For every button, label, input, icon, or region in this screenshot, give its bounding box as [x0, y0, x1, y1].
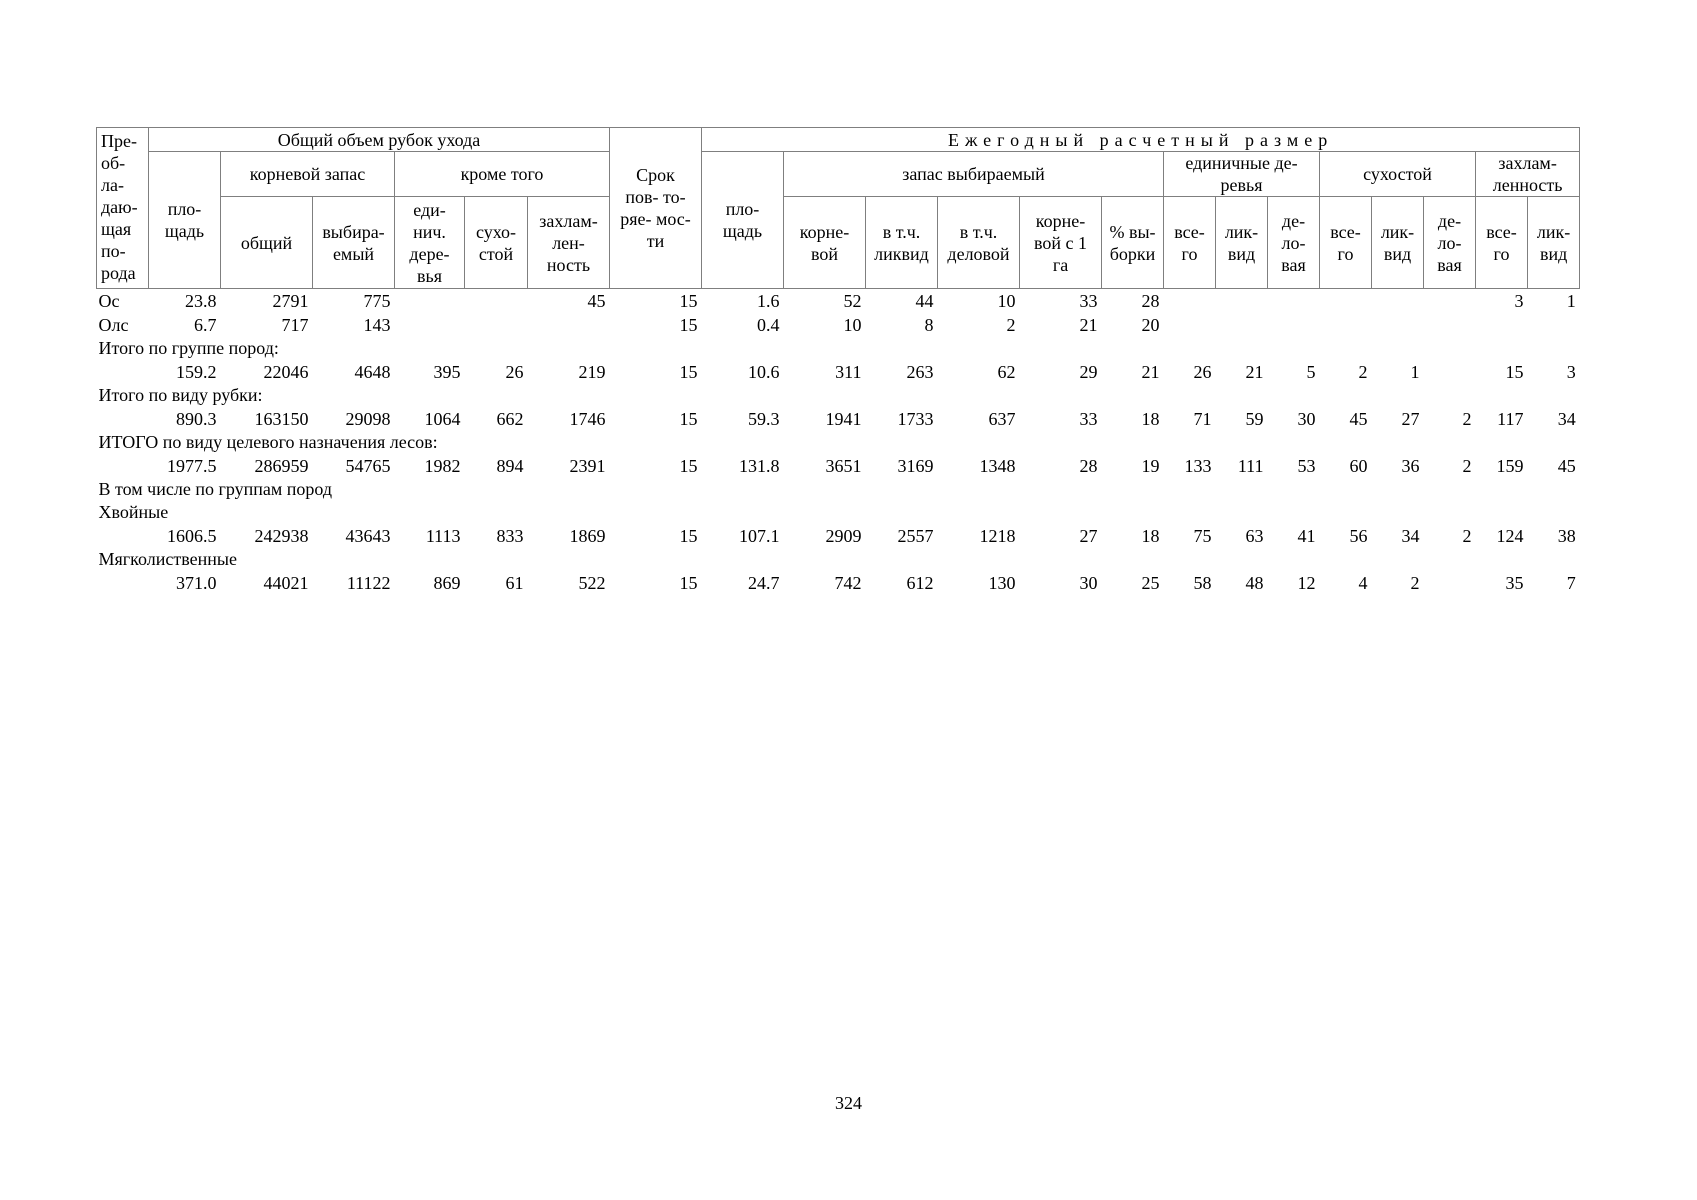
value-cell: 56: [1349, 525, 1368, 546]
value-cell: [395, 313, 465, 337]
header-obshiy: общий: [221, 197, 313, 289]
header-suh-likvid: лик- вид: [1372, 197, 1424, 289]
value-cell: [1424, 313, 1476, 337]
table-row: [97, 289, 1580, 314]
header-ed-vsego: все- го: [1164, 197, 1216, 289]
group-label-row: [97, 478, 1580, 501]
group-label-row: [97, 384, 1580, 407]
value-cell: 45: [587, 290, 606, 311]
value-cell: [1424, 289, 1476, 314]
value-cell: 3: [1514, 290, 1524, 311]
value-cell: 23.8: [185, 290, 217, 311]
group-label: Хвойные: [98, 502, 169, 522]
value-cell: 1348: [979, 455, 1016, 476]
value-cell: [1216, 313, 1268, 337]
value-cell: 60: [1349, 455, 1368, 476]
value-cell: 890.3: [176, 408, 217, 429]
value-cell: 44: [915, 290, 934, 311]
value-cell: [1372, 313, 1424, 337]
species-cell: Ос: [98, 290, 120, 311]
value-cell: 15: [679, 572, 698, 593]
species-cell: [97, 454, 149, 478]
value-cell: 775: [363, 290, 391, 311]
value-cell: 2: [1462, 525, 1472, 546]
value-cell: 1733: [897, 408, 934, 429]
value-cell: 662: [496, 408, 524, 429]
value-cell: 637: [988, 408, 1016, 429]
species-cell: [97, 571, 149, 595]
value-cell: 371.0: [176, 572, 217, 593]
value-cell: 2791: [272, 290, 309, 311]
value-cell: 28: [1141, 290, 1160, 311]
value-cell: 1218: [979, 525, 1016, 546]
cutting-volume-table: [96, 127, 1580, 595]
value-cell: 8: [924, 314, 934, 335]
table-header: [97, 128, 1580, 289]
table-row: [97, 360, 1580, 384]
value-cell: 2: [1358, 361, 1368, 382]
header-ploshad: пло- щадь: [149, 152, 221, 289]
header-suhostoy: сухо- стой: [465, 197, 528, 289]
value-cell: 21: [1079, 314, 1098, 335]
value-cell: 242938: [254, 525, 309, 546]
value-cell: 18: [1141, 408, 1160, 429]
header-suh-vsego: все- го: [1320, 197, 1372, 289]
header-kornevoy: корне- вой: [784, 197, 866, 289]
value-cell: 522: [578, 572, 606, 593]
value-cell: 22046: [263, 361, 309, 382]
header-vybiraemy: выбира- емый: [313, 197, 395, 289]
group-label: В том числе по группам пород: [98, 479, 333, 499]
value-cell: 45: [1557, 455, 1576, 476]
value-cell: [1164, 313, 1216, 337]
value-cell: 1.6: [757, 290, 780, 311]
header-krome-togo: кроме того: [395, 152, 610, 197]
species-cell: [97, 524, 149, 548]
value-cell: 612: [906, 572, 934, 593]
table-row: [97, 407, 1580, 431]
value-cell: 894: [496, 455, 524, 476]
value-cell: 1746: [569, 408, 606, 429]
header-zah-vsego: все- го: [1476, 197, 1528, 289]
value-cell: 395: [433, 361, 461, 382]
value-cell: 59.3: [748, 408, 780, 429]
value-cell: 21: [1245, 361, 1264, 382]
header-preob: Пре- об- ла- даю- щая по- рода: [97, 128, 149, 289]
value-cell: 27: [1401, 408, 1420, 429]
value-cell: 26: [1193, 361, 1212, 382]
value-cell: [1320, 313, 1372, 337]
header-vtch-likvid: в т.ч. ликвид: [866, 197, 938, 289]
header-srok: Срок пов- то- ряе- мос- ти: [610, 128, 702, 289]
value-cell: 3169: [897, 455, 934, 476]
value-cell: 3: [1566, 361, 1576, 382]
header-ed-likvid: лик- вид: [1216, 197, 1268, 289]
value-cell: 25: [1141, 572, 1160, 593]
value-cell: 59: [1245, 408, 1264, 429]
group-label: Итого по виду рубки:: [98, 385, 263, 405]
value-cell: 4648: [354, 361, 391, 382]
value-cell: 30: [1079, 572, 1098, 593]
value-cell: 1: [1410, 361, 1420, 382]
value-cell: 10: [843, 314, 862, 335]
value-cell: [528, 313, 610, 337]
value-cell: 107.1: [739, 525, 780, 546]
value-cell: [1476, 313, 1528, 337]
value-cell: 1064: [424, 408, 461, 429]
value-cell: 53: [1297, 455, 1316, 476]
value-cell: 4: [1358, 572, 1368, 593]
value-cell: 2: [1006, 314, 1016, 335]
group-label-row: [97, 501, 1580, 524]
value-cell: 58: [1193, 572, 1212, 593]
value-cell: 1: [1566, 290, 1576, 311]
value-cell: [1320, 289, 1372, 314]
value-cell: 30: [1297, 408, 1316, 429]
group-label-row: [97, 548, 1580, 571]
species-cell: Олс: [98, 314, 129, 335]
group-label: Мягколиственные: [98, 549, 237, 569]
value-cell: 45: [1349, 408, 1368, 429]
value-cell: 26: [505, 361, 524, 382]
value-cell: 2: [1462, 408, 1472, 429]
header-zahlam: захлам- лен- ность: [528, 197, 610, 289]
value-cell: 15: [679, 290, 698, 311]
value-cell: 15: [679, 361, 698, 382]
table-row: [97, 313, 1580, 337]
value-cell: [395, 289, 465, 314]
value-cell: 0.4: [757, 314, 780, 335]
value-cell: [1528, 313, 1580, 337]
value-cell: 62: [997, 361, 1016, 382]
value-cell: 311: [835, 361, 862, 382]
value-cell: 63: [1245, 525, 1264, 546]
header-edinichnye: единичные де- ревья: [1164, 152, 1320, 197]
value-cell: 15: [1505, 361, 1524, 382]
group-label-row: [97, 431, 1580, 454]
species-cell: [97, 407, 149, 431]
value-cell: 33: [1079, 290, 1098, 311]
value-cell: [1268, 313, 1320, 337]
value-cell: 219: [578, 361, 606, 382]
header-suhostoy-annual: сухостой: [1320, 152, 1476, 197]
header-ed-delovaya: де- ло- вая: [1268, 197, 1320, 289]
value-cell: 27: [1079, 525, 1098, 546]
group-label: ИТОГО по виду целевого назначения лесов:: [98, 432, 438, 452]
value-cell: 2909: [825, 525, 862, 546]
value-cell: 33: [1079, 408, 1098, 429]
value-cell: 43643: [345, 525, 391, 546]
value-cell: 29: [1079, 361, 1098, 382]
value-cell: [1424, 571, 1476, 595]
page-number: 324: [835, 1093, 862, 1113]
value-cell: 48: [1245, 572, 1264, 593]
value-cell: 44021: [263, 572, 309, 593]
value-cell: 2: [1410, 572, 1420, 593]
header-annual: Ежегодный расчетный размер: [702, 128, 1580, 152]
value-cell: 28: [1079, 455, 1098, 476]
value-cell: 3651: [825, 455, 862, 476]
value-cell: 1606.5: [167, 525, 217, 546]
value-cell: [1216, 289, 1268, 314]
value-cell: 75: [1193, 525, 1212, 546]
value-cell: 15: [679, 408, 698, 429]
value-cell: 1869: [569, 525, 606, 546]
value-cell: 41: [1297, 525, 1316, 546]
value-cell: 159: [1496, 455, 1524, 476]
value-cell: 34: [1557, 408, 1576, 429]
value-cell: 15: [679, 455, 698, 476]
header-suh-delovaya: де- ло- вая: [1424, 197, 1476, 289]
table-row: [97, 454, 1580, 478]
value-cell: 1113: [425, 525, 461, 546]
header-zapas-vybiraemy: запас выбираемый: [784, 152, 1164, 197]
value-cell: [465, 313, 528, 337]
value-cell: 10: [997, 290, 1016, 311]
value-cell: [1268, 289, 1320, 314]
value-cell: 1941: [825, 408, 862, 429]
value-cell: 7: [1566, 572, 1576, 593]
value-cell: 34: [1401, 525, 1420, 546]
header-zah-likvid: лик- вид: [1528, 197, 1580, 289]
value-cell: [1164, 289, 1216, 314]
value-cell: [465, 289, 528, 314]
value-cell: 29098: [345, 408, 391, 429]
value-cell: 71: [1193, 408, 1212, 429]
value-cell: 35: [1505, 572, 1524, 593]
header-edinich: еди- нич. дере- вья: [395, 197, 465, 289]
species-cell: [97, 360, 149, 384]
value-cell: 286959: [254, 455, 309, 476]
group-label-row: [97, 337, 1580, 360]
header-total-volume: Общий объем рубок ухода: [149, 128, 610, 152]
value-cell: 36: [1401, 455, 1420, 476]
value-cell: 15: [679, 314, 698, 335]
value-cell: 12: [1297, 572, 1316, 593]
value-cell: 52: [843, 290, 862, 311]
value-cell: 1982: [424, 455, 461, 476]
value-cell: 54765: [345, 455, 391, 476]
value-cell: 19: [1141, 455, 1160, 476]
value-cell: 133: [1184, 455, 1212, 476]
header-vtch-delovoy: в т.ч. деловой: [938, 197, 1020, 289]
value-cell: 18: [1141, 525, 1160, 546]
report-sheet: [96, 127, 1576, 595]
group-label: Итого по группе пород:: [98, 338, 279, 358]
value-cell: 38: [1557, 525, 1576, 546]
value-cell: 124: [1496, 525, 1524, 546]
value-cell: 21: [1141, 361, 1160, 382]
value-cell: 24.7: [748, 572, 780, 593]
value-cell: 159.2: [176, 361, 217, 382]
value-cell: 131.8: [739, 455, 780, 476]
header-kornevoy-zapas: корневой запас: [221, 152, 395, 197]
value-cell: 61: [505, 572, 524, 593]
value-cell: 742: [834, 572, 862, 593]
table-row: [97, 571, 1580, 595]
value-cell: 10.6: [748, 361, 780, 382]
header-ploshad-annual: пло- щадь: [702, 152, 784, 289]
value-cell: 2: [1462, 455, 1472, 476]
value-cell: 5: [1306, 361, 1316, 382]
table-body: [97, 289, 1580, 596]
value-cell: 833: [496, 525, 524, 546]
value-cell: 2391: [569, 455, 606, 476]
value-cell: 6.7: [194, 314, 217, 335]
value-cell: 15: [679, 525, 698, 546]
value-cell: 117: [1497, 408, 1524, 429]
header-zahlam-annual: захлам- ленность: [1476, 152, 1580, 197]
header-kornevoy-s-1-ga: корне- вой с 1 га: [1020, 197, 1102, 289]
value-cell: 869: [433, 572, 461, 593]
value-cell: 263: [906, 361, 934, 382]
value-cell: 2557: [897, 525, 934, 546]
value-cell: 20: [1141, 314, 1160, 335]
value-cell: [1372, 289, 1424, 314]
value-cell: 163150: [254, 408, 309, 429]
value-cell: 11122: [346, 572, 391, 593]
value-cell: 130: [988, 572, 1016, 593]
value-cell: 717: [281, 314, 309, 335]
table-row: [97, 524, 1580, 548]
value-cell: [1424, 360, 1476, 384]
value-cell: 1977.5: [167, 455, 217, 476]
value-cell: 111: [1237, 455, 1264, 476]
header-pct-vyborki: % вы- борки: [1102, 197, 1164, 289]
value-cell: 143: [363, 314, 391, 335]
